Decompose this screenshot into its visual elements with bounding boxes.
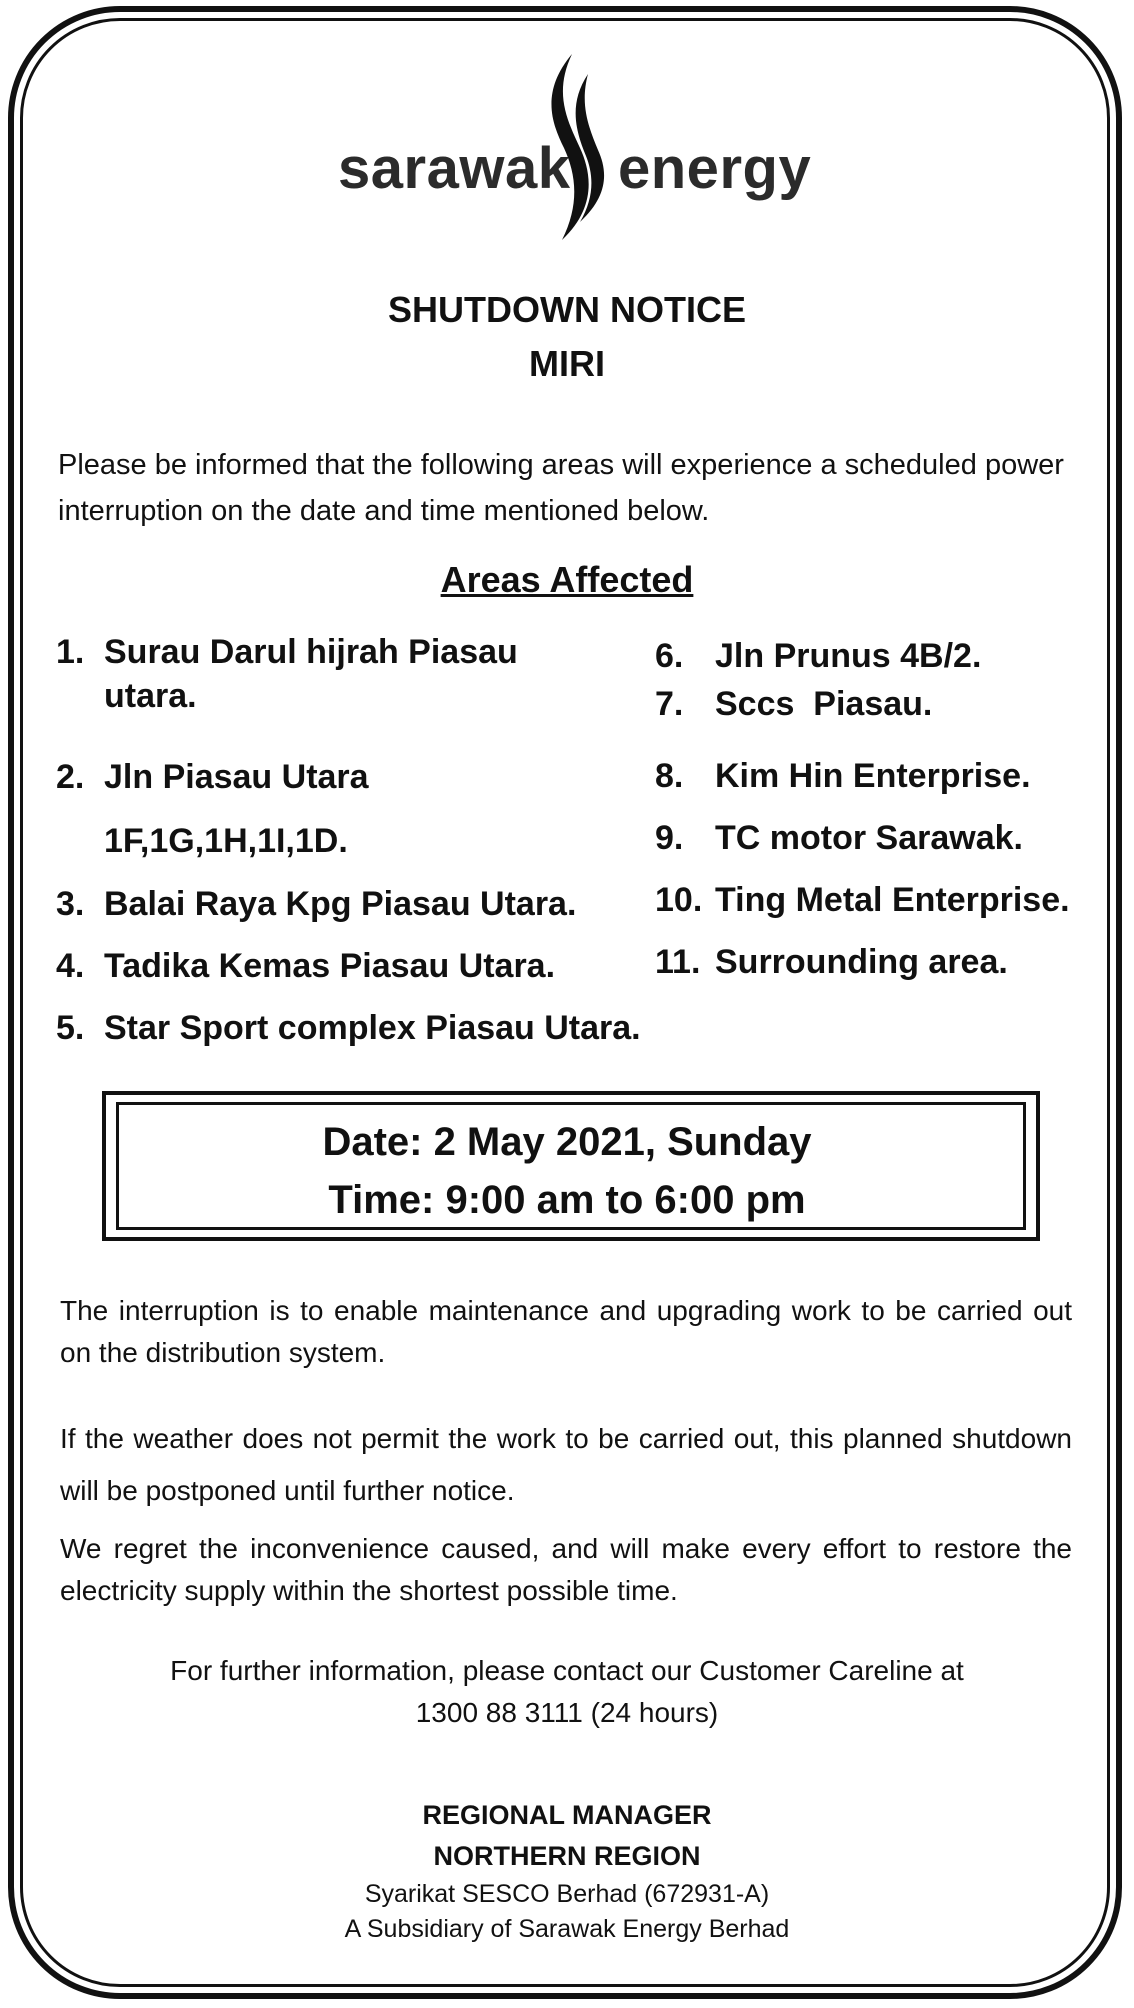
areas-list-right	[655, 630, 1125, 993]
weather-paragraph: If the weather does not permit the work to be carried out, this planned shutdown will be postponed until further notice.	[60, 1423, 1072, 1506]
list-item-text: Tadika Kemas Piasau Utara.	[104, 947, 556, 985]
notice-title: SHUTDOWN NOTICE	[388, 289, 746, 330]
list-item-text: Balai Raya Kpg Piasau Utara.	[104, 885, 577, 923]
list-item	[56, 873, 656, 935]
contact-line: For further information, please contact our Customer Careline at	[170, 1655, 964, 1686]
list-item-number: 9.	[655, 819, 684, 857]
signature-subsidiary: A Subsidiary of Sarawak Energy Berhad	[344, 1915, 790, 1943]
list-item-number: 7.	[655, 685, 684, 723]
list-item-number: 4.	[56, 947, 85, 985]
list-item-number: 5.	[56, 1009, 85, 1047]
signature-title: REGIONAL MANAGER	[422, 1800, 712, 1830]
contact-info	[0, 1650, 1134, 1734]
list-item-number: 1.	[56, 633, 85, 671]
notice-location: MIRI	[529, 343, 605, 384]
areas-list-left	[56, 630, 656, 1059]
schedule-time: Time: 9:00 am to 6:00 pm	[328, 1178, 806, 1222]
careline-number: 1300 88 3111 (24 hours)	[415, 1697, 719, 1728]
logo-word-left: sarawak	[338, 136, 571, 201]
list-item	[56, 935, 656, 997]
list-item	[56, 745, 656, 873]
list-item-number: 3.	[56, 885, 85, 923]
areas-heading: Areas Affected	[440, 559, 694, 600]
sarawak-energy-logo	[338, 52, 818, 242]
list-item	[655, 807, 1125, 869]
list-item	[655, 931, 1125, 993]
intro-text: Please be informed that the following areas will experience a scheduled power interruption on the date and time mentioned below.	[58, 449, 1064, 527]
apology-paragraph: We regret the inconvenience caused, and will make every effort to restore the electricity supply within the shortest possible time.	[60, 1533, 1072, 1606]
purpose-paragraph: The interruption is to enable maintenance and upgrading work to be carried out on the distribution system.	[60, 1295, 1072, 1368]
list-item-number: 2.	[56, 758, 85, 796]
list-item	[56, 630, 656, 745]
list-item-text: Star Sport complex Piasau Utara.	[104, 1009, 641, 1047]
list-item-text: Ting Metal Enterprise.	[715, 881, 1070, 919]
list-item-number: 8.	[655, 757, 684, 795]
list-item-text: TC motor Sarawak.	[715, 819, 1023, 857]
list-item-text: Sccs Piasau.	[715, 685, 933, 723]
schedule-date: Date: 2 May 2021, Sunday	[322, 1120, 812, 1164]
list-item-number: 6.	[655, 637, 684, 675]
list-item	[655, 869, 1125, 931]
signature-company: Syarikat SESCO Berhad (672931-A)	[364, 1880, 770, 1908]
list-item	[655, 630, 1125, 682]
list-item-text: Kim Hin Enterprise.	[715, 757, 1031, 795]
logo-word-right: energy	[618, 136, 812, 201]
list-item-text: Surrounding area.	[715, 943, 1008, 981]
list-item	[56, 997, 656, 1059]
list-item-number: 10.	[655, 881, 703, 919]
flame-icon	[534, 52, 614, 242]
list-item-text: Jln Piasau Utara 1F,1G,1H,1I,1D.	[104, 758, 369, 860]
list-item	[655, 682, 1125, 745]
signature-region: NORTHERN REGION	[433, 1841, 701, 1871]
list-item	[655, 745, 1125, 807]
list-item-text: Surau Darul hijrah Piasau utara.	[104, 633, 518, 715]
list-item-number: 11.	[655, 943, 701, 981]
list-item-text: Jln Prunus 4B/2.	[715, 637, 982, 675]
